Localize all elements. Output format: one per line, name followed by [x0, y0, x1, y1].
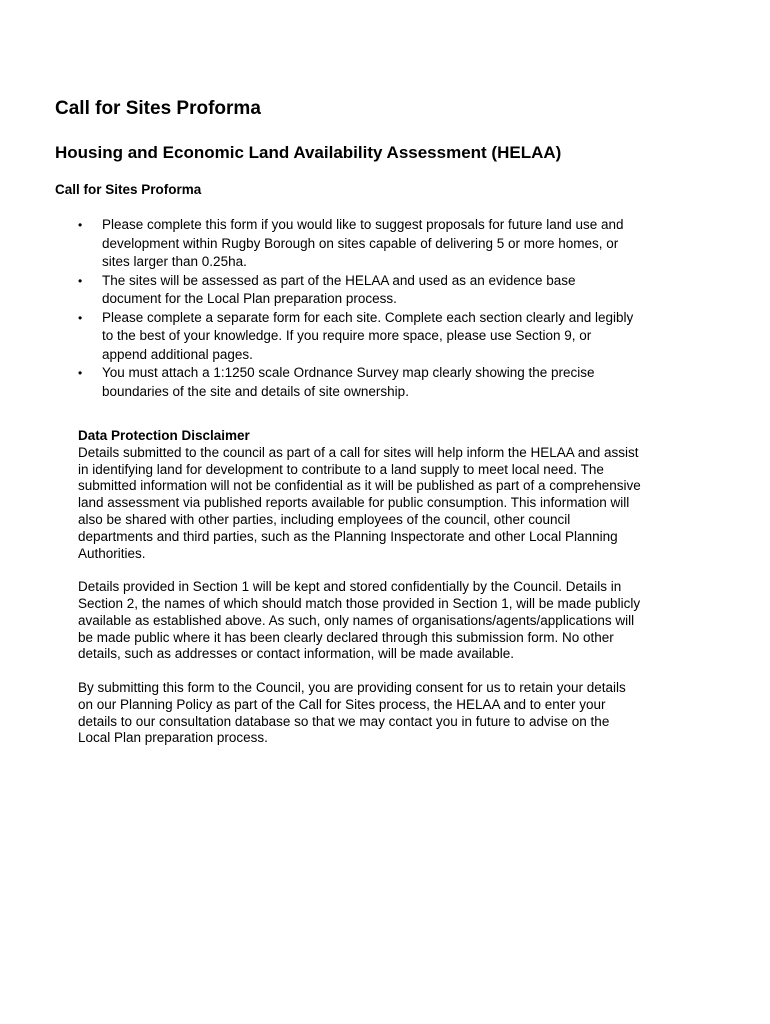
disclaimer-heading: Data Protection Disclaimer — [78, 428, 250, 443]
list-item — [78, 216, 638, 272]
section-heading: Call for Sites Proforma — [55, 182, 202, 197]
bullet-icon: • — [78, 218, 83, 232]
data-protection-disclaimer — [78, 428, 644, 764]
bullet-icon: • — [78, 366, 83, 380]
list-item — [78, 364, 638, 401]
list-item-text: The sites will be assessed as part of the HELAA and used as an evidence base document for the Local Plan preparation process. — [102, 272, 576, 306]
page-title: Call for Sites Proforma — [55, 98, 261, 119]
page-subtitle: Housing and Economic Land Availability Assessment (HELAA) — [55, 143, 562, 162]
bullet-icon: • — [78, 273, 83, 288]
list-item-text: Please complete a separate form for each site. Complete each section clearly and legibly to the best of your knowledge. If you require more space, please use Section 9, or append additional pages. — [102, 309, 634, 362]
instructions-list — [78, 216, 638, 401]
disclaimer-paragraph: Details submitted to the council as part of a call for sites will help inform the HELAA and assist in identifying land for development to contribute to a land supply to meet local need. The submitted information will not be confidential as it will be published as part of a comprehensive land assessment via published reports available for public consumption. This information will also be shared with other parties, including employees of the council, other council departments and third parties, such as the Planning Inspectorate and other Local Planning Authorities. — [78, 444, 641, 561]
list-item — [78, 309, 638, 365]
list-item — [78, 272, 638, 309]
disclaimer-paragraph: Details provided in Section 1 will be kept and stored confidentially by the Council. Details in Section 2, the names of which should match those provided in Section 1, will be made publicly available as established above. As such, only names of organisations/agents/applications will be made public where it has been clearly declared through this submission form. No other details, such as addresses or contact information, will be made available. — [78, 579, 641, 662]
list-item-text: You must attach a 1:1250 scale Ordnance Survey map clearly showing the precise boundaries of the site and details of site ownership. — [102, 365, 595, 399]
bullet-icon: • — [78, 310, 83, 325]
disclaimer-paragraph: By submitting this form to the Council, you are providing consent for us to retain your details on our Planning Policy as part of the Call for Sites process, the HELAA and to enter your details to our consultation database so that we may contact you in future to advise on the Local Plan preparation process. — [78, 679, 626, 746]
list-item-text: Please complete this form if you would like to suggest proposals for future land use and development within Rugby Borough on sites capable of delivering 5 or more homes, or sites larger than 0.25ha. — [102, 217, 624, 269]
